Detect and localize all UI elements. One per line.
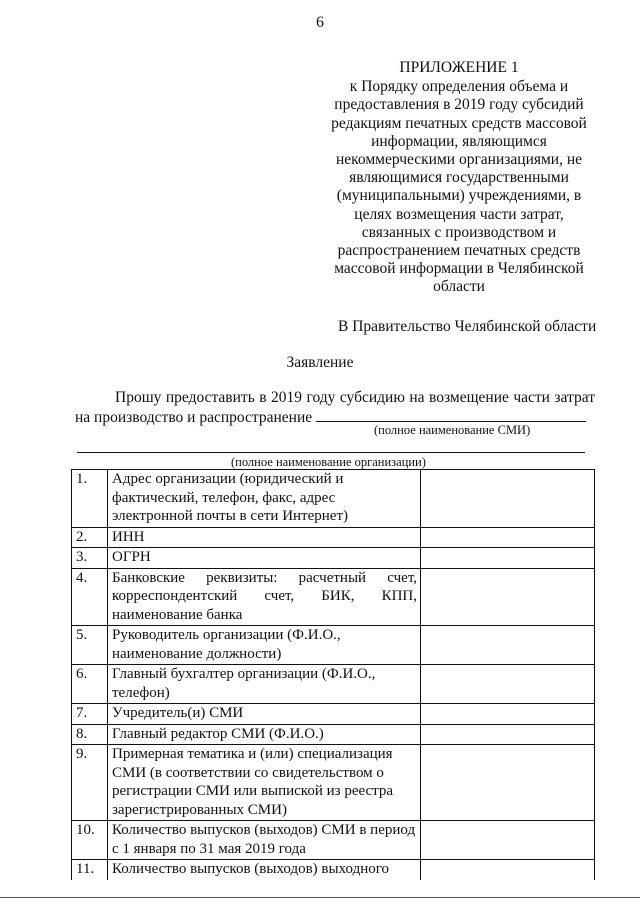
row-value-cell[interactable] bbox=[421, 470, 595, 528]
appendix-line: целях возмещения части затрат, bbox=[354, 205, 564, 223]
table-row bbox=[72, 626, 595, 665]
table-row bbox=[72, 704, 595, 725]
row-value-cell[interactable] bbox=[421, 626, 595, 665]
row-number: 11. bbox=[72, 860, 108, 880]
row-number: 8. bbox=[72, 724, 108, 745]
table-row bbox=[72, 821, 595, 860]
row-number: 4. bbox=[72, 568, 108, 626]
row-label: ИНН bbox=[108, 527, 421, 548]
row-value-cell[interactable] bbox=[421, 704, 595, 725]
row-label: Главный редактор СМИ (Ф.И.О.) bbox=[108, 724, 421, 745]
row-number: 9. bbox=[72, 745, 108, 821]
appendix-line: (муниципальными) учреждениями, в bbox=[336, 187, 582, 205]
table-row bbox=[72, 568, 595, 626]
row-value-cell[interactable] bbox=[421, 724, 595, 745]
table-row bbox=[72, 470, 595, 528]
row-label: Руководитель организации (Ф.И.О., наименование должности) bbox=[108, 626, 421, 665]
page-bottom-edge bbox=[0, 897, 640, 898]
page-number: 6 bbox=[316, 14, 324, 31]
row-value-cell[interactable] bbox=[421, 568, 595, 626]
row-label: Количество выпусков (выходов) СМИ в период с 1 января по 31 мая 2019 года bbox=[108, 821, 421, 860]
appendix-line: к Порядку определения объема и bbox=[349, 78, 569, 96]
row-label: Количество выпусков (выходов) выходного bbox=[108, 860, 421, 880]
row-label-line: наименование банка bbox=[112, 606, 243, 623]
row-label: ОГРН bbox=[108, 548, 421, 569]
table-row bbox=[72, 548, 595, 569]
request-line-1: Прошу предоставить в 2019 году субсидию на возмещение части затрат bbox=[115, 389, 595, 406]
row-label: Учредитель(и) СМИ bbox=[108, 704, 421, 725]
request-line-2-text: на производство и распространение bbox=[75, 409, 313, 426]
appendix-line: распространением печатных средств bbox=[337, 242, 581, 260]
table-row bbox=[72, 724, 595, 745]
table-row bbox=[72, 860, 595, 880]
addressee: В Правительство Челябинской области bbox=[338, 318, 597, 335]
caption-media-name: (полное наименование СМИ) bbox=[374, 423, 531, 437]
appendix-line: предоставления в 2019 году субсидий bbox=[334, 96, 584, 114]
row-number: 7. bbox=[72, 704, 108, 725]
request-paragraph bbox=[75, 388, 595, 427]
organization-name-blank[interactable] bbox=[77, 452, 585, 453]
table-row bbox=[72, 665, 595, 704]
row-number: 5. bbox=[72, 626, 108, 665]
caption-organization-name: (полное наименование организации) bbox=[231, 455, 426, 469]
row-number: 3. bbox=[72, 548, 108, 569]
document-title: Заявление bbox=[286, 354, 354, 371]
row-value-cell[interactable] bbox=[421, 745, 595, 821]
row-value-cell[interactable] bbox=[421, 665, 595, 704]
appendix-line: области bbox=[433, 278, 485, 296]
appendix-line: некоммерческими организациями, не bbox=[335, 151, 583, 169]
row-number: 1. bbox=[72, 470, 108, 528]
row-value-cell[interactable] bbox=[421, 527, 595, 548]
table-row bbox=[72, 745, 595, 821]
appendix-heading: ПРИЛОЖЕНИЕ 1 bbox=[399, 59, 519, 76]
row-number: 6. bbox=[72, 665, 108, 704]
media-name-blank[interactable] bbox=[316, 407, 586, 422]
row-label: Адрес организации (юридический и фактический, телефон, факс, адрес электронной почты в сети Интернет) bbox=[108, 470, 421, 528]
application-form-table bbox=[71, 469, 595, 880]
row-label: Главный бухгалтер организации (Ф.И.О., телефон) bbox=[108, 665, 421, 704]
appendix-line: редакциям печатных средств массовой bbox=[331, 114, 587, 132]
table-row bbox=[72, 527, 595, 548]
row-value-cell[interactable] bbox=[421, 821, 595, 860]
row-label: Примерная тематика и (или) специализация СМИ (в соответствии со свидетельством о регистрации СМИ или выпиской из реестра зарегистрированных СМИ) bbox=[108, 745, 421, 821]
row-number: 10. bbox=[72, 821, 108, 860]
row-label-line: корреспондентский счет, БИК, КПП, bbox=[112, 588, 417, 604]
appendix-line: массовой информации в Челябинской bbox=[334, 260, 584, 278]
row-value-cell[interactable] bbox=[421, 548, 595, 569]
row-label-line: Банковские реквизиты: расчетный счет, bbox=[112, 569, 417, 586]
row-number: 2. bbox=[72, 527, 108, 548]
appendix-line: связанных с производством и bbox=[361, 223, 557, 241]
appendix-line: информации, являющимся bbox=[371, 132, 547, 150]
row-label bbox=[108, 568, 421, 626]
appendix-header bbox=[318, 59, 600, 297]
row-value-cell[interactable] bbox=[421, 860, 595, 880]
appendix-line: являющимися государственными bbox=[349, 169, 569, 187]
